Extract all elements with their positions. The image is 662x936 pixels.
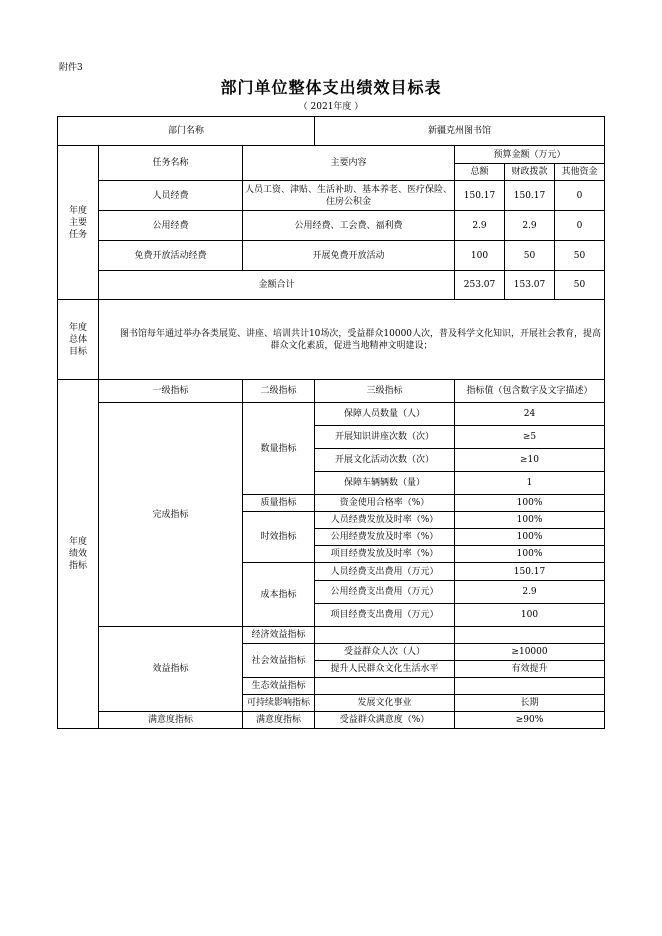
indicator-row (58, 712, 605, 729)
department-row (58, 117, 605, 146)
report-year: （ 2021年度 ） (298, 102, 364, 112)
overall-goal-row (58, 300, 605, 380)
indicator-value: 100% (455, 512, 605, 529)
indicator-value: 长期 (455, 695, 605, 712)
sum-other: 50 (555, 271, 605, 300)
task-fiscal: 50 (505, 241, 555, 271)
quality-indicator: 质量指标 (243, 495, 315, 512)
indicator-value: 100% (455, 546, 605, 563)
indicator-name: 人员经费支出费用（万元） (315, 563, 455, 581)
indicator-name: 提升人民群众文化生活水平 (315, 661, 455, 678)
task-content: 人员工资、津贴、生活补助、基本养老、医疗保险、住房公积金 (243, 181, 455, 211)
task-fiscal: 150.17 (505, 181, 555, 211)
indicator-value: 2.9 (455, 581, 605, 604)
task-header-row (58, 146, 605, 164)
attachment-number: 附件3 (59, 63, 83, 73)
sustainable-impact-indicator: 可持续影响指标 (243, 695, 315, 712)
indicator-name: 保障人员数量（人） (315, 403, 455, 426)
task-content: 开展免费开放活动 (243, 241, 455, 271)
completion-indicator: 完成指标 (99, 403, 243, 627)
indicator-header-row (58, 380, 605, 403)
task-name-header: 任务名称 (99, 146, 243, 181)
indicator-name: 受益群众满意度（%） (315, 712, 455, 729)
indicator-value: ≥10 (455, 449, 605, 472)
indicator-name: 公用经费支出费用（万元） (315, 581, 455, 604)
economic-benefit-indicator: 经济效益指标 (243, 627, 315, 644)
task-other: 50 (555, 241, 605, 271)
indicator-name: 项目经费发放及时率（%） (315, 546, 455, 563)
task-row (58, 241, 605, 271)
cost-indicator: 成本指标 (243, 563, 315, 627)
indicator-value: ≥5 (455, 426, 605, 449)
indicator-name: 发展文化事业 (315, 695, 455, 712)
annual-tasks-label: 年度主要任务 (58, 146, 99, 300)
quantity-indicator: 数量指标 (243, 403, 315, 495)
indicator-row (58, 403, 605, 426)
satisfaction-level2: 满意度指标 (243, 712, 315, 729)
performance-indicators-label: 年度绩效指标 (58, 380, 99, 729)
task-name: 免费开放活动经费 (99, 241, 243, 271)
task-other: 0 (555, 181, 605, 211)
page-title: 部门单位整体支出绩效目标表 (220, 78, 442, 97)
level3-header: 三级指标 (315, 380, 455, 403)
task-other: 0 (555, 211, 605, 241)
indicator-value: 100% (455, 495, 605, 512)
main-content-header: 主要内容 (243, 146, 455, 181)
level1-header: 一级指标 (99, 380, 243, 403)
task-name: 公用经费 (99, 211, 243, 241)
indicator-value: 有效提升 (455, 661, 605, 678)
fiscal-header: 财政拨款 (505, 164, 555, 181)
indicator-name: 资金使用合格率（%） (315, 495, 455, 512)
overall-goal-label: 年度总体目标 (58, 300, 99, 380)
sum-row (58, 271, 605, 300)
indicator-name (315, 678, 455, 695)
sum-label: 金额合计 (99, 271, 455, 300)
benefit-indicator: 效益指标 (99, 627, 243, 712)
indicator-name: 保障车辆辆数（量） (315, 472, 455, 495)
level2-header: 二级指标 (243, 380, 315, 403)
indicator-value (455, 678, 605, 695)
indicator-value: 1 (455, 472, 605, 495)
performance-goal-table (57, 116, 605, 729)
indicator-name: 开展知识讲座次数（次） (315, 426, 455, 449)
indicator-value: 150.17 (455, 563, 605, 581)
indicator-name: 人员经费发放及时率（%） (315, 512, 455, 529)
task-total: 150.17 (455, 181, 505, 211)
ecological-benefit-indicator: 生态效益指标 (243, 678, 315, 695)
indicator-value-header: 指标值（包含数字及文字描述） (455, 380, 605, 403)
indicator-value: 24 (455, 403, 605, 426)
task-name: 人员经费 (99, 181, 243, 211)
indicator-name: 受益群众人次（人） (315, 644, 455, 661)
indicator-row (58, 627, 605, 644)
indicator-value: ≥90% (455, 712, 605, 729)
sum-total: 253.07 (455, 271, 505, 300)
indicator-value: 100 (455, 604, 605, 627)
task-row (58, 181, 605, 211)
sum-fiscal: 153.07 (505, 271, 555, 300)
department-label: 部门名称 (58, 117, 315, 146)
budget-header: 预算金额（万元） (455, 146, 605, 164)
task-total: 2.9 (455, 211, 505, 241)
indicator-name: 项目经费支出费用（万元） (315, 604, 455, 627)
task-total: 100 (455, 241, 505, 271)
task-content: 公用经费、工会费、福利费 (243, 211, 455, 241)
indicator-name (315, 627, 455, 644)
other-funds-header: 其他资金 (555, 164, 605, 181)
task-row (58, 211, 605, 241)
satisfaction-level1: 满意度指标 (99, 712, 243, 729)
department-name: 新疆克州图书馆 (315, 117, 605, 146)
overall-goal-text: 图书馆每年通过举办各类展览、讲座、培训共计10场次，受益群众10000人次，普及科学文化知识，开展社会教育，提高群众文化素质，促进当地精神文明建设； (99, 300, 605, 380)
total-header: 总额 (455, 164, 505, 181)
task-fiscal: 2.9 (505, 211, 555, 241)
timeliness-indicator: 时效指标 (243, 512, 315, 563)
indicator-name: 公用经费发放及时率（%） (315, 529, 455, 546)
social-benefit-indicator: 社会效益指标 (243, 644, 315, 678)
indicator-value: 100% (455, 529, 605, 546)
indicator-value (455, 627, 605, 644)
indicator-value: ≥10000 (455, 644, 605, 661)
indicator-name: 开展文化活动次数（次） (315, 449, 455, 472)
